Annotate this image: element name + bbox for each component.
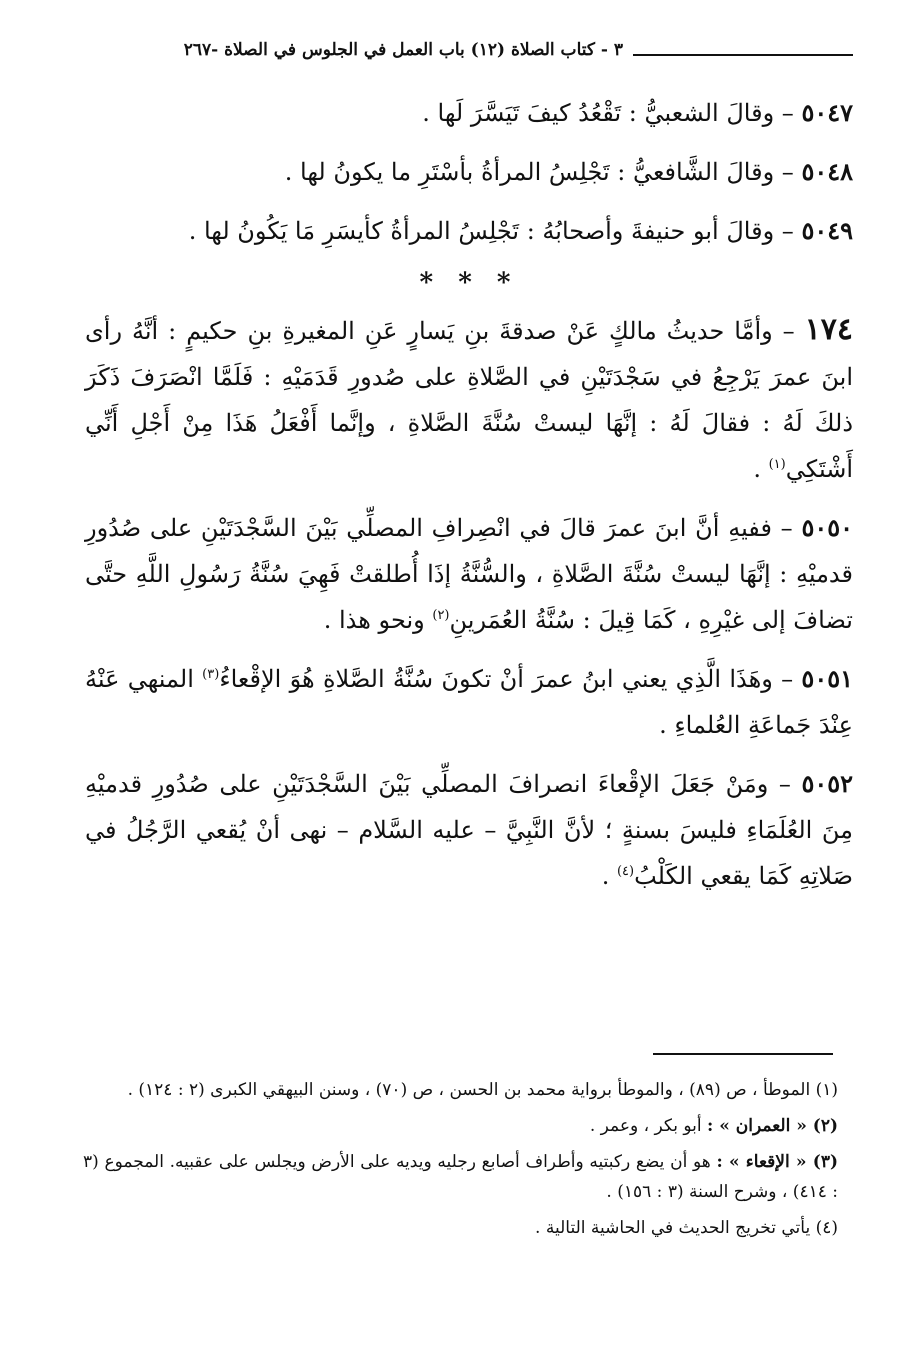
hadith-text: – وأمَّا حديثُ مالكٍ عَنْ صدقةَ بنِ يَسارٍ عَنِ المغيرةِ بنِ حكيمٍ : أنَّهُ رأى ابنَ عمرَ يَرْجِعُ في سَجْدَتَيْنِ في الصَّلاةِ على صُدورِ قَدَمَيْهِ : فَلَمَّا انْصَرَفَ ذَكَرَ ذلكَ لَهُ : فقالَ لَهُ : إنَّهَا ليستْ سُنَّةَ الصَّلاةِ ، وإنَّما أَفْعَلُ هَذَا مِنْ أَجْلِ أَنِّي أَشْتَكِي <box>85 317 853 483</box>
paragraph-text-end: . <box>601 862 617 890</box>
footnotes <box>83 1075 838 1249</box>
footnote-4 <box>83 1213 838 1243</box>
paragraph-number: ٥٠٥٢ <box>801 769 853 798</box>
section-separator: * * * <box>419 268 519 298</box>
footnote-ref-4[interactable]: (٤) <box>616 864 635 879</box>
header-rule <box>633 54 853 56</box>
footnote-1 <box>83 1075 838 1105</box>
hadith-number: ١٧٤ <box>804 312 853 347</box>
footnote-ref-2[interactable]: (٢) <box>432 608 450 623</box>
footnote-text: (٤) يأتي تخريج الحديث في الحاشية التالية . <box>535 1218 838 1238</box>
main-text <box>85 90 853 912</box>
footnote-text: هو أن يضع ركبتيه وأطراف أصابع رجليه ويديه على الأرض ويجلس على عقبيه. المجموع (٣ : ٤١٤) ، وشرح السنة (٣ : ١٥٦) . <box>83 1152 838 1202</box>
paragraph-5049 <box>85 208 853 254</box>
paragraph-5048 <box>85 149 853 195</box>
paragraph-number: ٥٠٤٩ <box>801 216 853 245</box>
paragraph-5050 <box>85 505 853 643</box>
running-header <box>70 40 853 70</box>
paragraph-text: – وقالَ الشعبيُّ : تَقْعُدُ كيفَ تَيَسَّرَ لَها . <box>422 99 794 127</box>
footnote-label: (٢) « العمران » : <box>707 1116 838 1136</box>
paragraph-number: ٥٠٤٨ <box>801 157 853 186</box>
header-title: ٣ - كتاب الصلاة (١٢) باب العمل في الجلوس في الصلاة -٢٦٧ <box>183 40 623 60</box>
paragraph-text-end: ونحو هذا . <box>323 606 433 634</box>
hadith-174 <box>85 307 853 492</box>
paragraph-5052 <box>85 761 853 899</box>
hadith-tail: . <box>753 455 769 483</box>
footnote-separator <box>653 1053 833 1055</box>
footnote-label: (٣) « الإقعاء » : <box>716 1152 838 1172</box>
paragraph-text-end: المنهي عَنْهُ عِنْدَ جَماعَةِ العُلماءِ . <box>85 665 853 739</box>
paragraph-5047 <box>85 90 853 136</box>
paragraph-text: – ومَنْ جَعَلَ الإقْعاءَ انصرافَ المصلِّي بَيْنَ السَّجْدَتَيْنِ على صُدُورِ قدميْهِ مِنَ العُلَمَاءِ فليسَ بسنةٍ ؛ لأنَّ النَّبِيَّ – عليه السَّلام – نهى أنْ يُقعي الرَّجُلُ في صَلاتِهِ كَمَا يقعي الكَلْبُ <box>85 770 854 890</box>
paragraph-number: ٥٠٥٠ <box>801 513 853 542</box>
footnote-2 <box>83 1111 838 1141</box>
footnote-3 <box>83 1147 838 1207</box>
paragraph-text: – وهَذَا الَّذِي يعني ابنُ عمرَ أنْ تكونَ سُنَّةُ الصَّلاةِ هُوَ الإقْعاءُ <box>219 665 794 693</box>
paragraph-text: – ففيهِ أنَّ ابنَ عمرَ قالَ في انْصِرافِ المصلِّي بَيْنَ السَّجْدَتَيْنِ على صُدُورِ قدميْهِ : إنَّهَا ليستْ سُنَّةَ الصَّلاةِ ، والسُّنَّةُ إذَا أُطلقتْ فَهِيَ سُنَّةُ رَسُولِ اللَّهِ حتَّى تضافَ إلى غيْرِهِ ، كَمَا قِيلَ : سُنَّةُ العُمَرينِ <box>85 514 853 634</box>
footnote-text: (١) الموطأ ، ص (٨٩) ، والموطأ برواية محمد بن الحسن ، ص (٧٠) ، وسنن البيهقي الكبرى (٢ : ١٢٤) . <box>127 1080 838 1100</box>
footnote-text: أبو بكر ، وعمر . <box>589 1116 708 1136</box>
paragraph-text: – وقالَ أبو حنيفةَ وأصحابُهُ : تَجْلِسُ المرأةُ كأيسَرِ مَا يَكُونُ لها . <box>188 217 794 245</box>
footnote-ref-3[interactable]: (٣) <box>202 667 220 682</box>
paragraph-5051 <box>85 656 853 748</box>
paragraph-text: – وقالَ الشَّافعيُّ : تَجْلِسُ المرأةُ بأسْتَرِ ما يكونُ لها . <box>284 158 794 186</box>
paragraph-number: ٥٠٥١ <box>801 664 853 693</box>
footnote-ref-1[interactable]: (١) <box>768 457 786 472</box>
paragraph-number: ٥٠٤٧ <box>801 98 853 127</box>
